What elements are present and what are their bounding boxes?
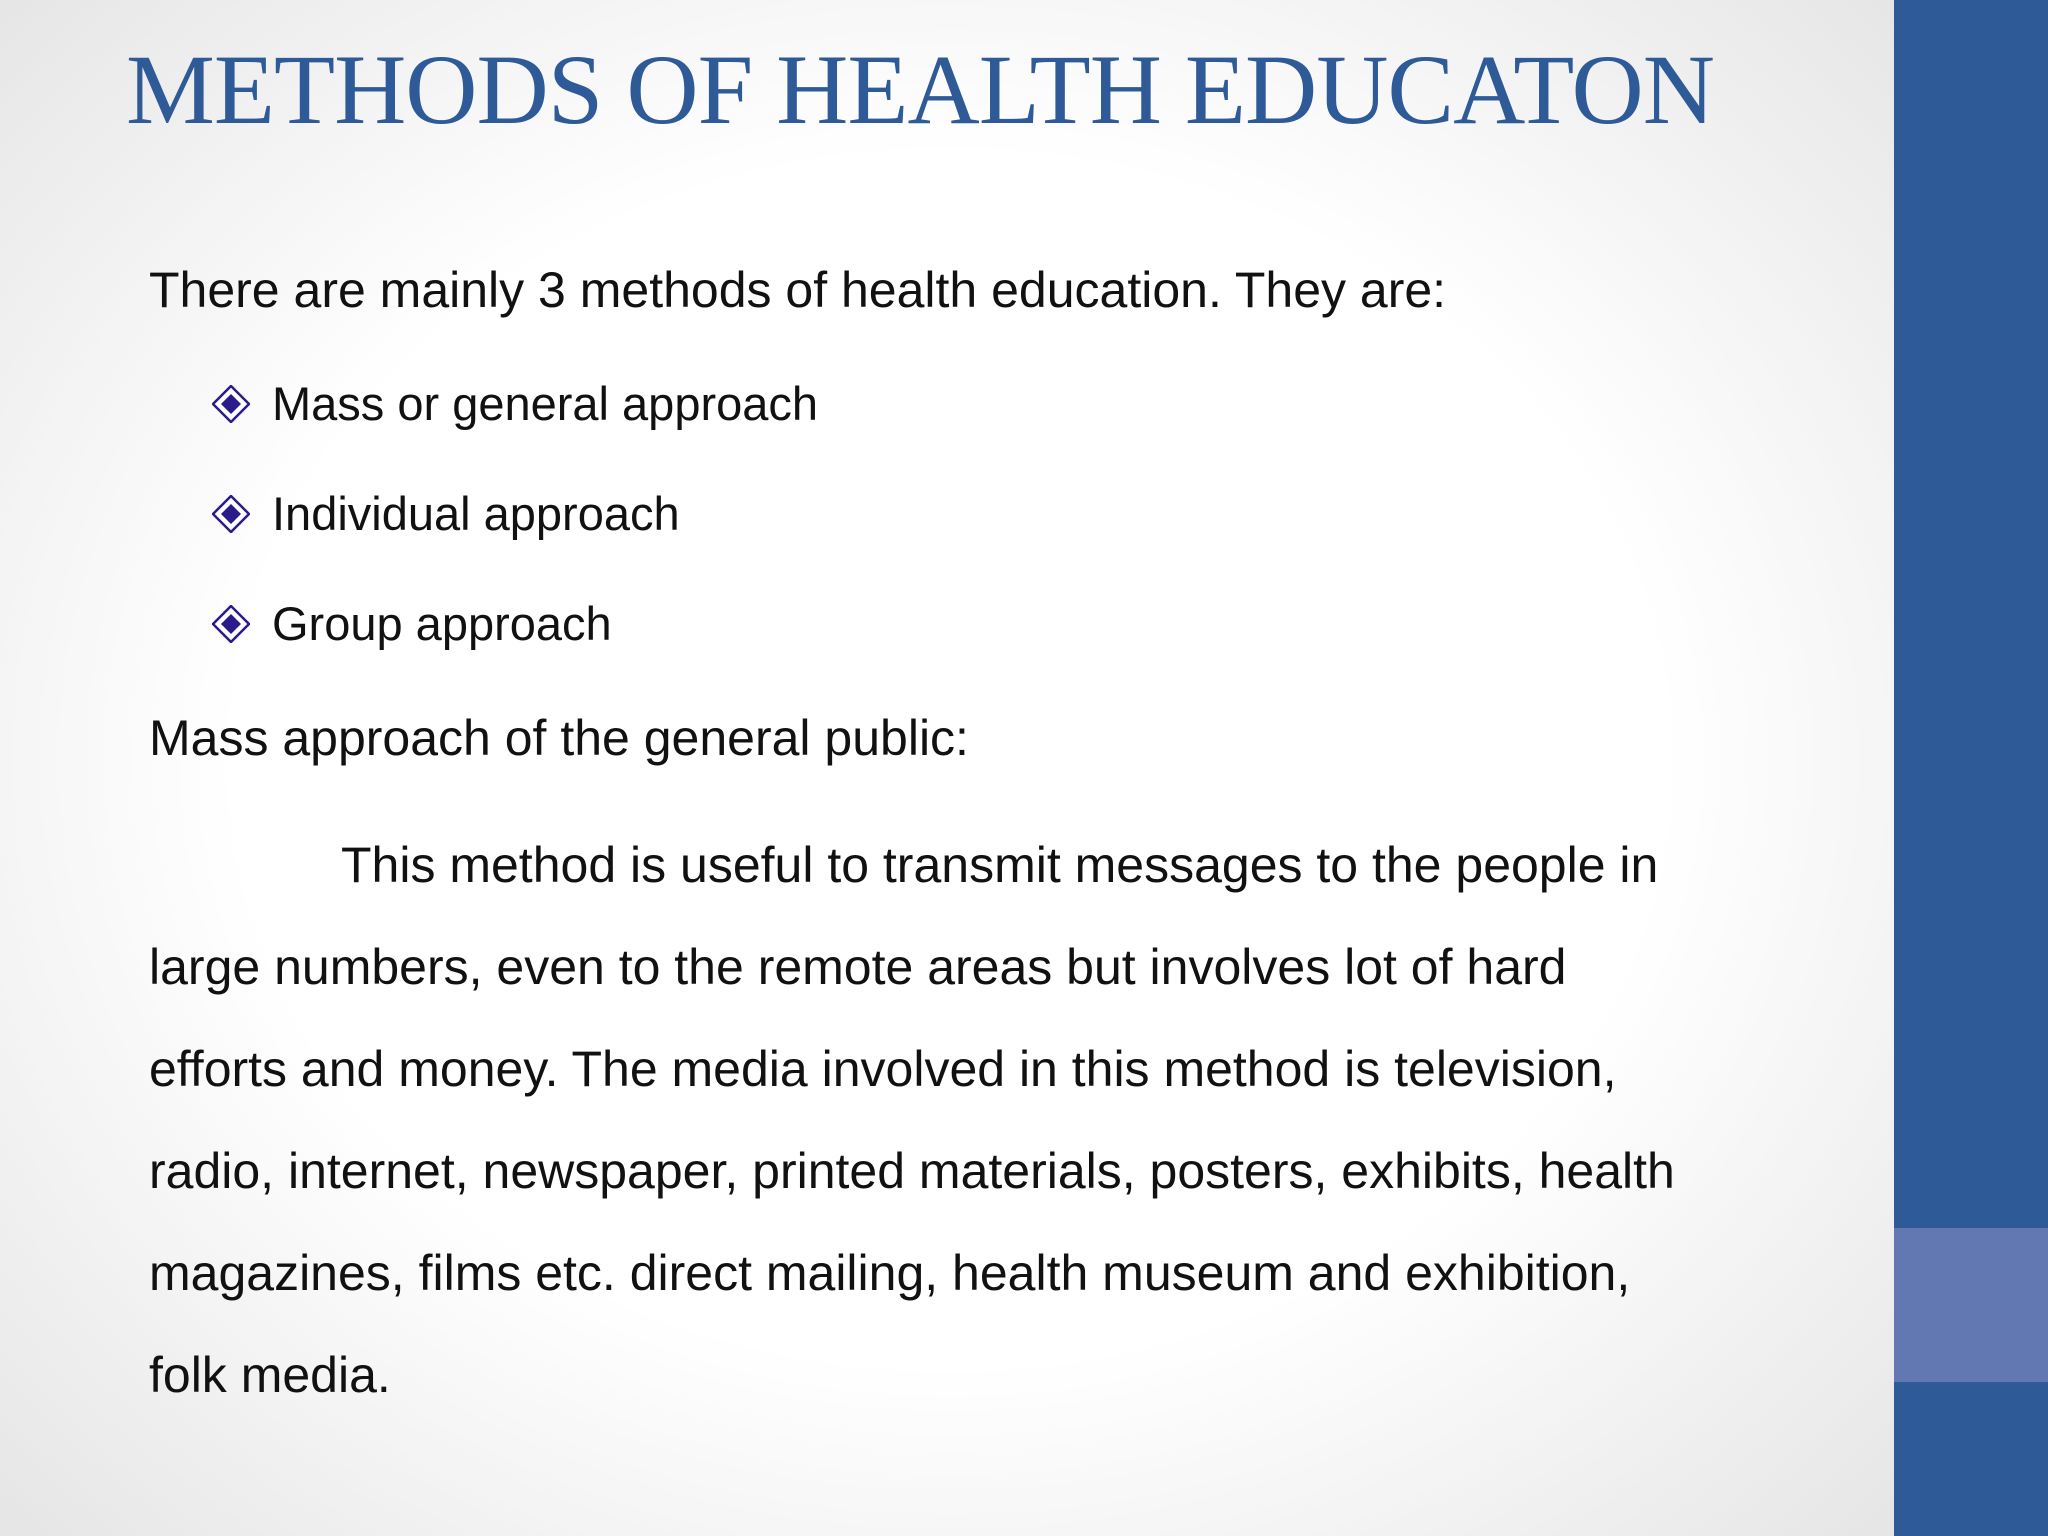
bullet-label: Group approach [272,597,612,650]
intro-text: There are mainly 3 methods of health education. They are: [149,262,1447,318]
sidebar-accent-block [1894,1228,2048,1382]
body-paragraph [149,814,1869,1426]
paragraph-line: radio, internet, newspaper, printed materials, posters, exhibits, health [149,1143,1675,1199]
paragraph-line: large numbers, even to the remote areas but involves lot of hard [149,939,1567,995]
paragraph-line: magazines, films etc. direct mailing, health museum and exhibition, [149,1245,1631,1301]
diamond-bullet-icon [212,372,254,436]
diamond-bullet-icon [212,482,254,546]
paragraph-line [149,814,1869,916]
approach-list [212,372,818,702]
paragraph-line-text: This method is useful to transmit messages to the people in [341,837,1659,893]
list-item [212,372,818,482]
list-item [212,592,818,702]
section-subheading: Mass approach of the general public: [149,710,969,766]
diamond-bullet-icon [212,592,254,656]
bullet-label: Individual approach [272,487,680,540]
list-item [212,482,818,592]
paragraph-line: efforts and money. The media involved in this method is television, [149,1041,1617,1097]
bullet-label: Mass or general approach [272,377,819,430]
slide-title: METHODS OF HEALTH EDUCATON [126,34,1714,145]
paragraph-line: folk media. [149,1347,391,1403]
